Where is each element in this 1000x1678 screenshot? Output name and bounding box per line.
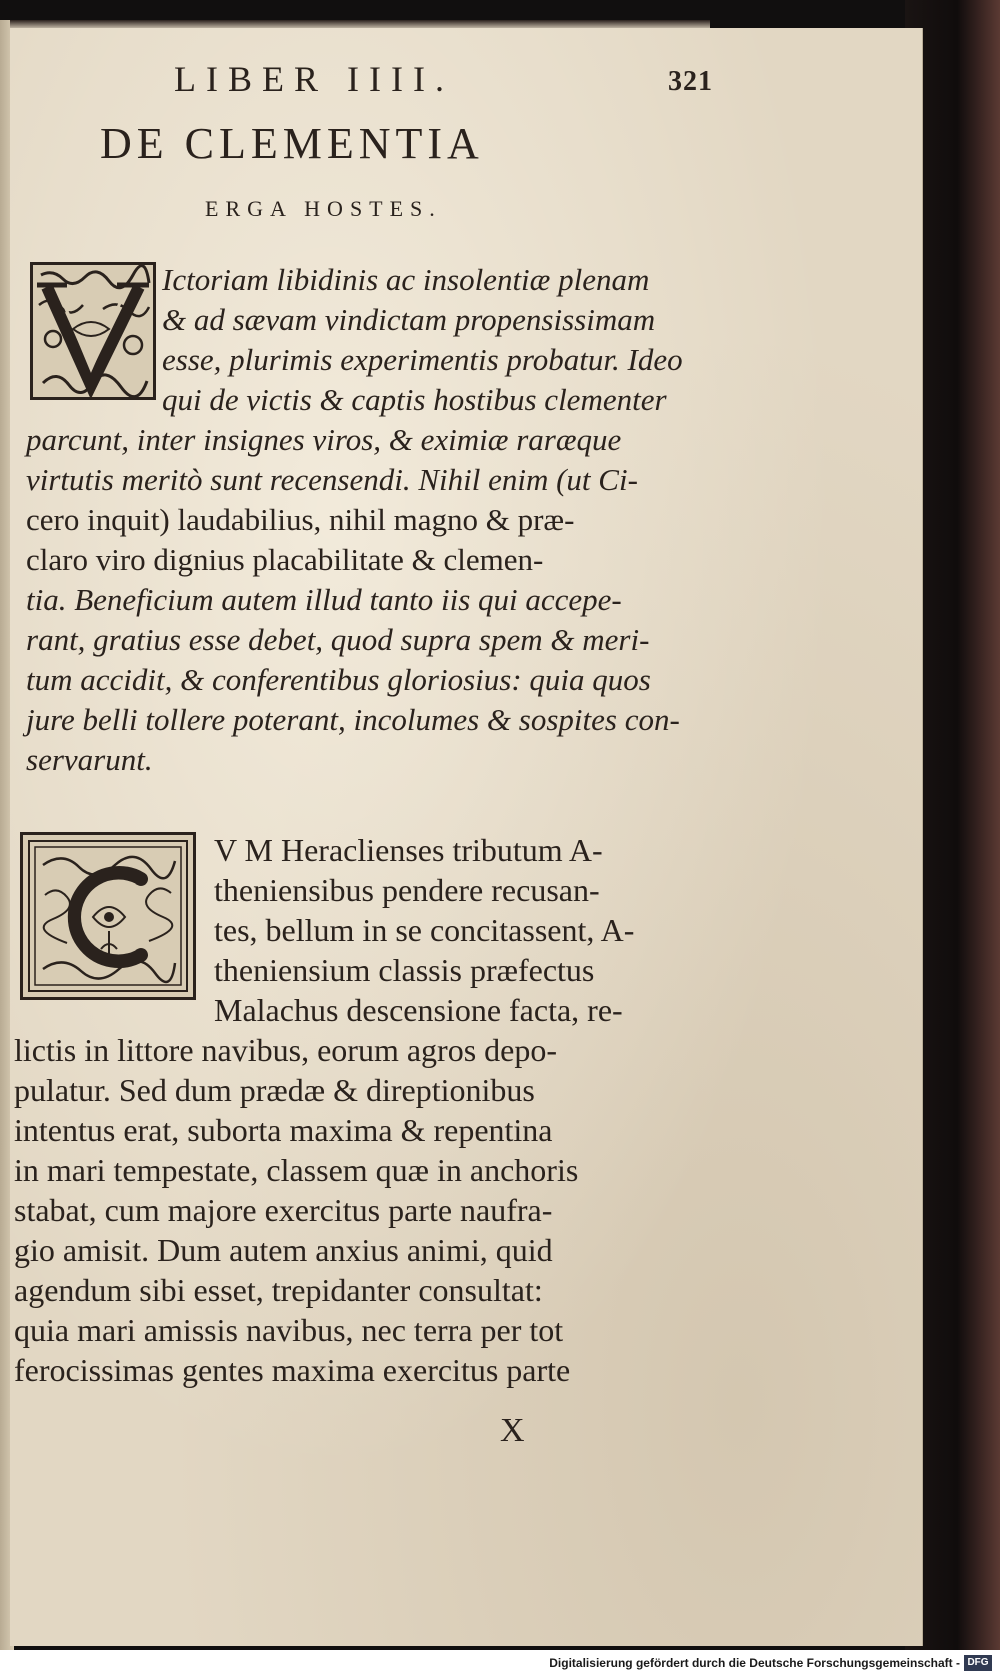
paragraph2-line: agendum sibi esset, trepidanter consultat:: [14, 1272, 543, 1308]
chapter-title: DE CLEMENTIA: [100, 119, 484, 168]
paragraph1-line: tia. Beneficium autem illud tanto iis qui accepe-: [26, 582, 622, 617]
paragraph1-line: Ictoriam libidinis ac insolentiæ plenam: [162, 262, 650, 297]
paragraph1-line: servarunt.: [26, 742, 153, 777]
decorated-initial-v: [30, 262, 156, 400]
paragraph2-line: theniensium classis præfectus: [214, 952, 595, 988]
paragraph2-line: intentus erat, suborta maxima & repentina: [14, 1112, 553, 1148]
paragraph1-line: cero inquit) laudabilius, nihil magno & præ-: [26, 502, 575, 537]
paragraph2-line: pulatur. Sed dum prædæ & direptionibus: [14, 1072, 535, 1108]
paragraph2-line: quia mari amissis navibus, nec terra per tot: [14, 1312, 564, 1348]
decorated-initial-c: [20, 832, 196, 1000]
signature-mark: X: [500, 1412, 525, 1449]
paragraph2-line: V M Heraclienses tributum A-: [214, 832, 603, 868]
paragraph1-line: virtutis meritò sunt recensendi. Nihil enim (ut Ci-: [26, 462, 638, 497]
paragraph1-line: parcunt, inter insignes viros, & eximiæ raræque: [26, 422, 622, 457]
paragraph1-line: qui de victis & captis hostibus clementer: [162, 382, 667, 417]
paragraph2-line: gio amisit. Dum autem anxius animi, quid: [14, 1232, 553, 1268]
page-number: 321: [668, 66, 713, 97]
paragraph1-line: esse, plurimis experimentis probatur. Ideo: [162, 342, 683, 377]
paragraph1-line: rant, gratius esse debet, quod supra spem & meri-: [26, 622, 650, 657]
paragraph2-line: ferocissimas gentes maxima exercitus parte: [14, 1352, 571, 1388]
ornament-initial-v-icon: [33, 265, 153, 397]
dfg-logo-icon: DFG: [964, 1655, 992, 1671]
paragraph2-line: stabat, cum majore exercitus parte naufra-: [14, 1192, 553, 1228]
paragraph1-line: claro viro dignius placabilitate & clemen-: [26, 542, 544, 577]
paragraph2-line: lictis in littore navibus, eorum agros depo-: [14, 1032, 557, 1068]
page-header: [160, 58, 720, 104]
footer-bar: [0, 1650, 1000, 1678]
paragraph1-line: jure belli tollere poterant, incolumes & sospites con-: [26, 702, 680, 737]
paragraph2-line: Malachus descensione facta, re-: [214, 992, 623, 1028]
running-title: LIBER IIII.: [174, 59, 454, 99]
paragraph2-line: in mari tempestate, classem quæ in anchoris: [14, 1152, 579, 1188]
paragraph1-line: tum accidit, & conferentibus gloriosius: quia quos: [26, 662, 651, 697]
paragraph2-line: tes, bellum in se concitassent, A-: [214, 912, 635, 948]
chapter-subtitle: ERGA HOSTES.: [205, 196, 442, 221]
ornament-initial-c-icon: [23, 835, 193, 997]
paragraph2-line: theniensibus pendere recusan-: [214, 872, 600, 908]
funding-credit: Digitalisierung gefördert durch die Deutsche Forschungsgemeinschaft -: [549, 1656, 960, 1670]
paragraph1-line: & ad sævam vindictam propensissimam: [162, 302, 656, 337]
